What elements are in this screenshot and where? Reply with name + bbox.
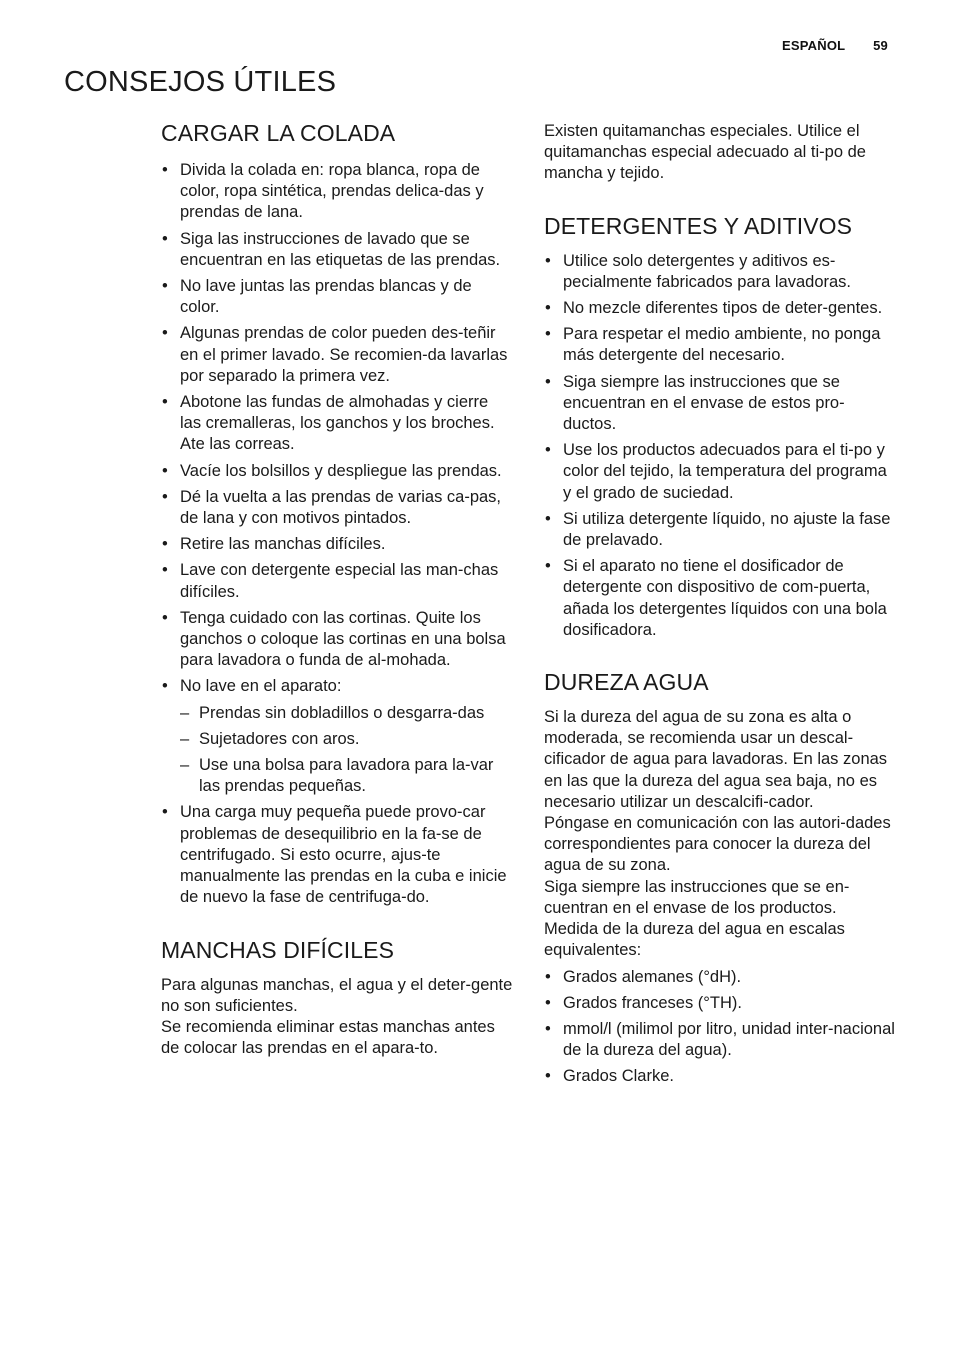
page-title: CONSEJOS ÚTILES <box>64 66 337 98</box>
section-heading-manchas: MANCHAS DIFÍCILES <box>161 936 395 963</box>
page-number: 59 <box>873 38 888 53</box>
dureza-paragraph: Medida de la dureza del agua en escalas equivalentes: <box>544 920 845 960</box>
list-item-text: No lave en el aparato: <box>180 677 342 696</box>
list-item: • Una carga muy pequeña puede provo-car problemas de desequilibrio en la fa-se de centrifugado. Si esto ocurre, ajus-te manualmente las prendas en la cuba e inicie de nuevo la fase de centrifuga-do. <box>161 802 513 908</box>
no-lave-sublist <box>180 703 513 798</box>
manchas-paragraph: Para algunas manchas, el agua y el deter-gente no son suficientes. <box>161 975 513 1015</box>
list-item: • No lave juntas las prendas blancas y de color. <box>161 276 513 318</box>
list-item: • No mezcle diferentes tipos de deter-gentes. <box>544 298 896 319</box>
detergentes-list <box>544 251 896 641</box>
list-item: • Grados alemanes (°dH). <box>544 967 896 988</box>
list-item: • Siga las instrucciones de lavado que se encuentran en las etiquetas de las prendas. <box>161 229 513 271</box>
sub-list-item: – Use una bolsa para lavadora para la-var las prendas pequeñas. <box>180 755 513 797</box>
dureza-paragraph: Siga siempre las instrucciones que se en-cuentran en el envase de los productos. <box>544 877 850 917</box>
list-item: • Abotone las fundas de almohadas y cierre las cremalleras, los ganchos y los broches. Ate las correas. <box>161 392 513 456</box>
list-item: • Utilice solo detergentes y aditivos es-pecialmente fabricados para lavadoras. <box>544 251 896 293</box>
section-heading-cargar: CARGAR LA COLADA <box>161 120 396 146</box>
page-header <box>782 38 888 53</box>
manchas-paragraph: Existen quitamanchas especiales. Utilice el quitamanchas especial adecuado al ti-po de mancha y tejido. <box>544 122 866 183</box>
section-heading-dureza: DUREZA AGUA <box>544 669 709 696</box>
right-column <box>544 121 896 1093</box>
list-item: • Tenga cuidado con las cortinas. Quite los ganchos o coloque las cortinas en una bolsa para lavadora o funda de al-mohada. <box>161 608 513 672</box>
left-column <box>161 118 513 1059</box>
sub-list-item: – Prendas sin dobladillos o desgarra-das <box>180 703 513 724</box>
language-label: ESPAÑOL <box>782 38 846 53</box>
list-item: • Si utiliza detergente líquido, no ajuste la fase de prelavado. <box>544 509 896 551</box>
list-item: • Dé la vuelta a las prendas de varias ca-pas, de lana y con motivos pintados. <box>161 487 513 529</box>
list-item: • mmol/l (milimol por litro, unidad inter-nacional de la dureza del agua). <box>544 1019 896 1061</box>
list-item: • Retire las manchas difíciles. <box>161 534 513 555</box>
list-item: • Divida la colada en: ropa blanca, ropa de color, ropa sintética, prendas delica-das y prendas de lana. <box>161 160 513 224</box>
list-item: • Use los productos adecuados para el ti-po y color del tejido, la temperatura del programa y el grado de suciedad. <box>544 440 896 504</box>
dureza-paragraph: Póngase en comunicación con las autori-dades correspondientes para conocer la dureza del agua de su zona. <box>544 814 891 875</box>
list-item: • Siga siempre las instrucciones que se encuentran en el envase de estos pro-ductos. <box>544 372 896 436</box>
sub-list-item: – Sujetadores con aros. <box>180 729 513 750</box>
manchas-paragraph: Se recomienda eliminar estas manchas antes de colocar las prendas en el apara-to. <box>161 1017 495 1058</box>
list-item: • Grados franceses (°TH). <box>544 993 896 1014</box>
list-item: • Grados Clarke. <box>544 1066 896 1087</box>
dureza-paragraph: Si la dureza del agua de su zona es alta o moderada, se recomienda usar un descal-cificador de agua para lavadoras. En las zonas en las que la dureza del agua sea baja, no es necesario utilizar un descalcifi-cador. <box>544 708 888 811</box>
cargar-list <box>161 160 513 909</box>
list-item: • Lave con detergente especial las man-chas difíciles. <box>161 560 513 602</box>
list-item-no-lave <box>161 676 513 797</box>
list-item: • Algunas prendas de color pueden des-teñir en el primer lavado. Se recomien-da lavarlas por separado la primera vez. <box>161 323 513 387</box>
list-item: • Si el aparato no tiene el dosificador de detergente con dispositivo de com-puerta, añada los detergentes líquidos con una bola dosificadora. <box>544 556 896 641</box>
list-item: • Vacíe los bolsillos y despliegue las prendas. <box>161 461 513 482</box>
section-heading-detergentes: DETERGENTES Y ADITIVOS <box>544 212 853 239</box>
dureza-list <box>544 967 896 1088</box>
list-item: • Para respetar el medio ambiente, no ponga más detergente del necesario. <box>544 324 896 366</box>
